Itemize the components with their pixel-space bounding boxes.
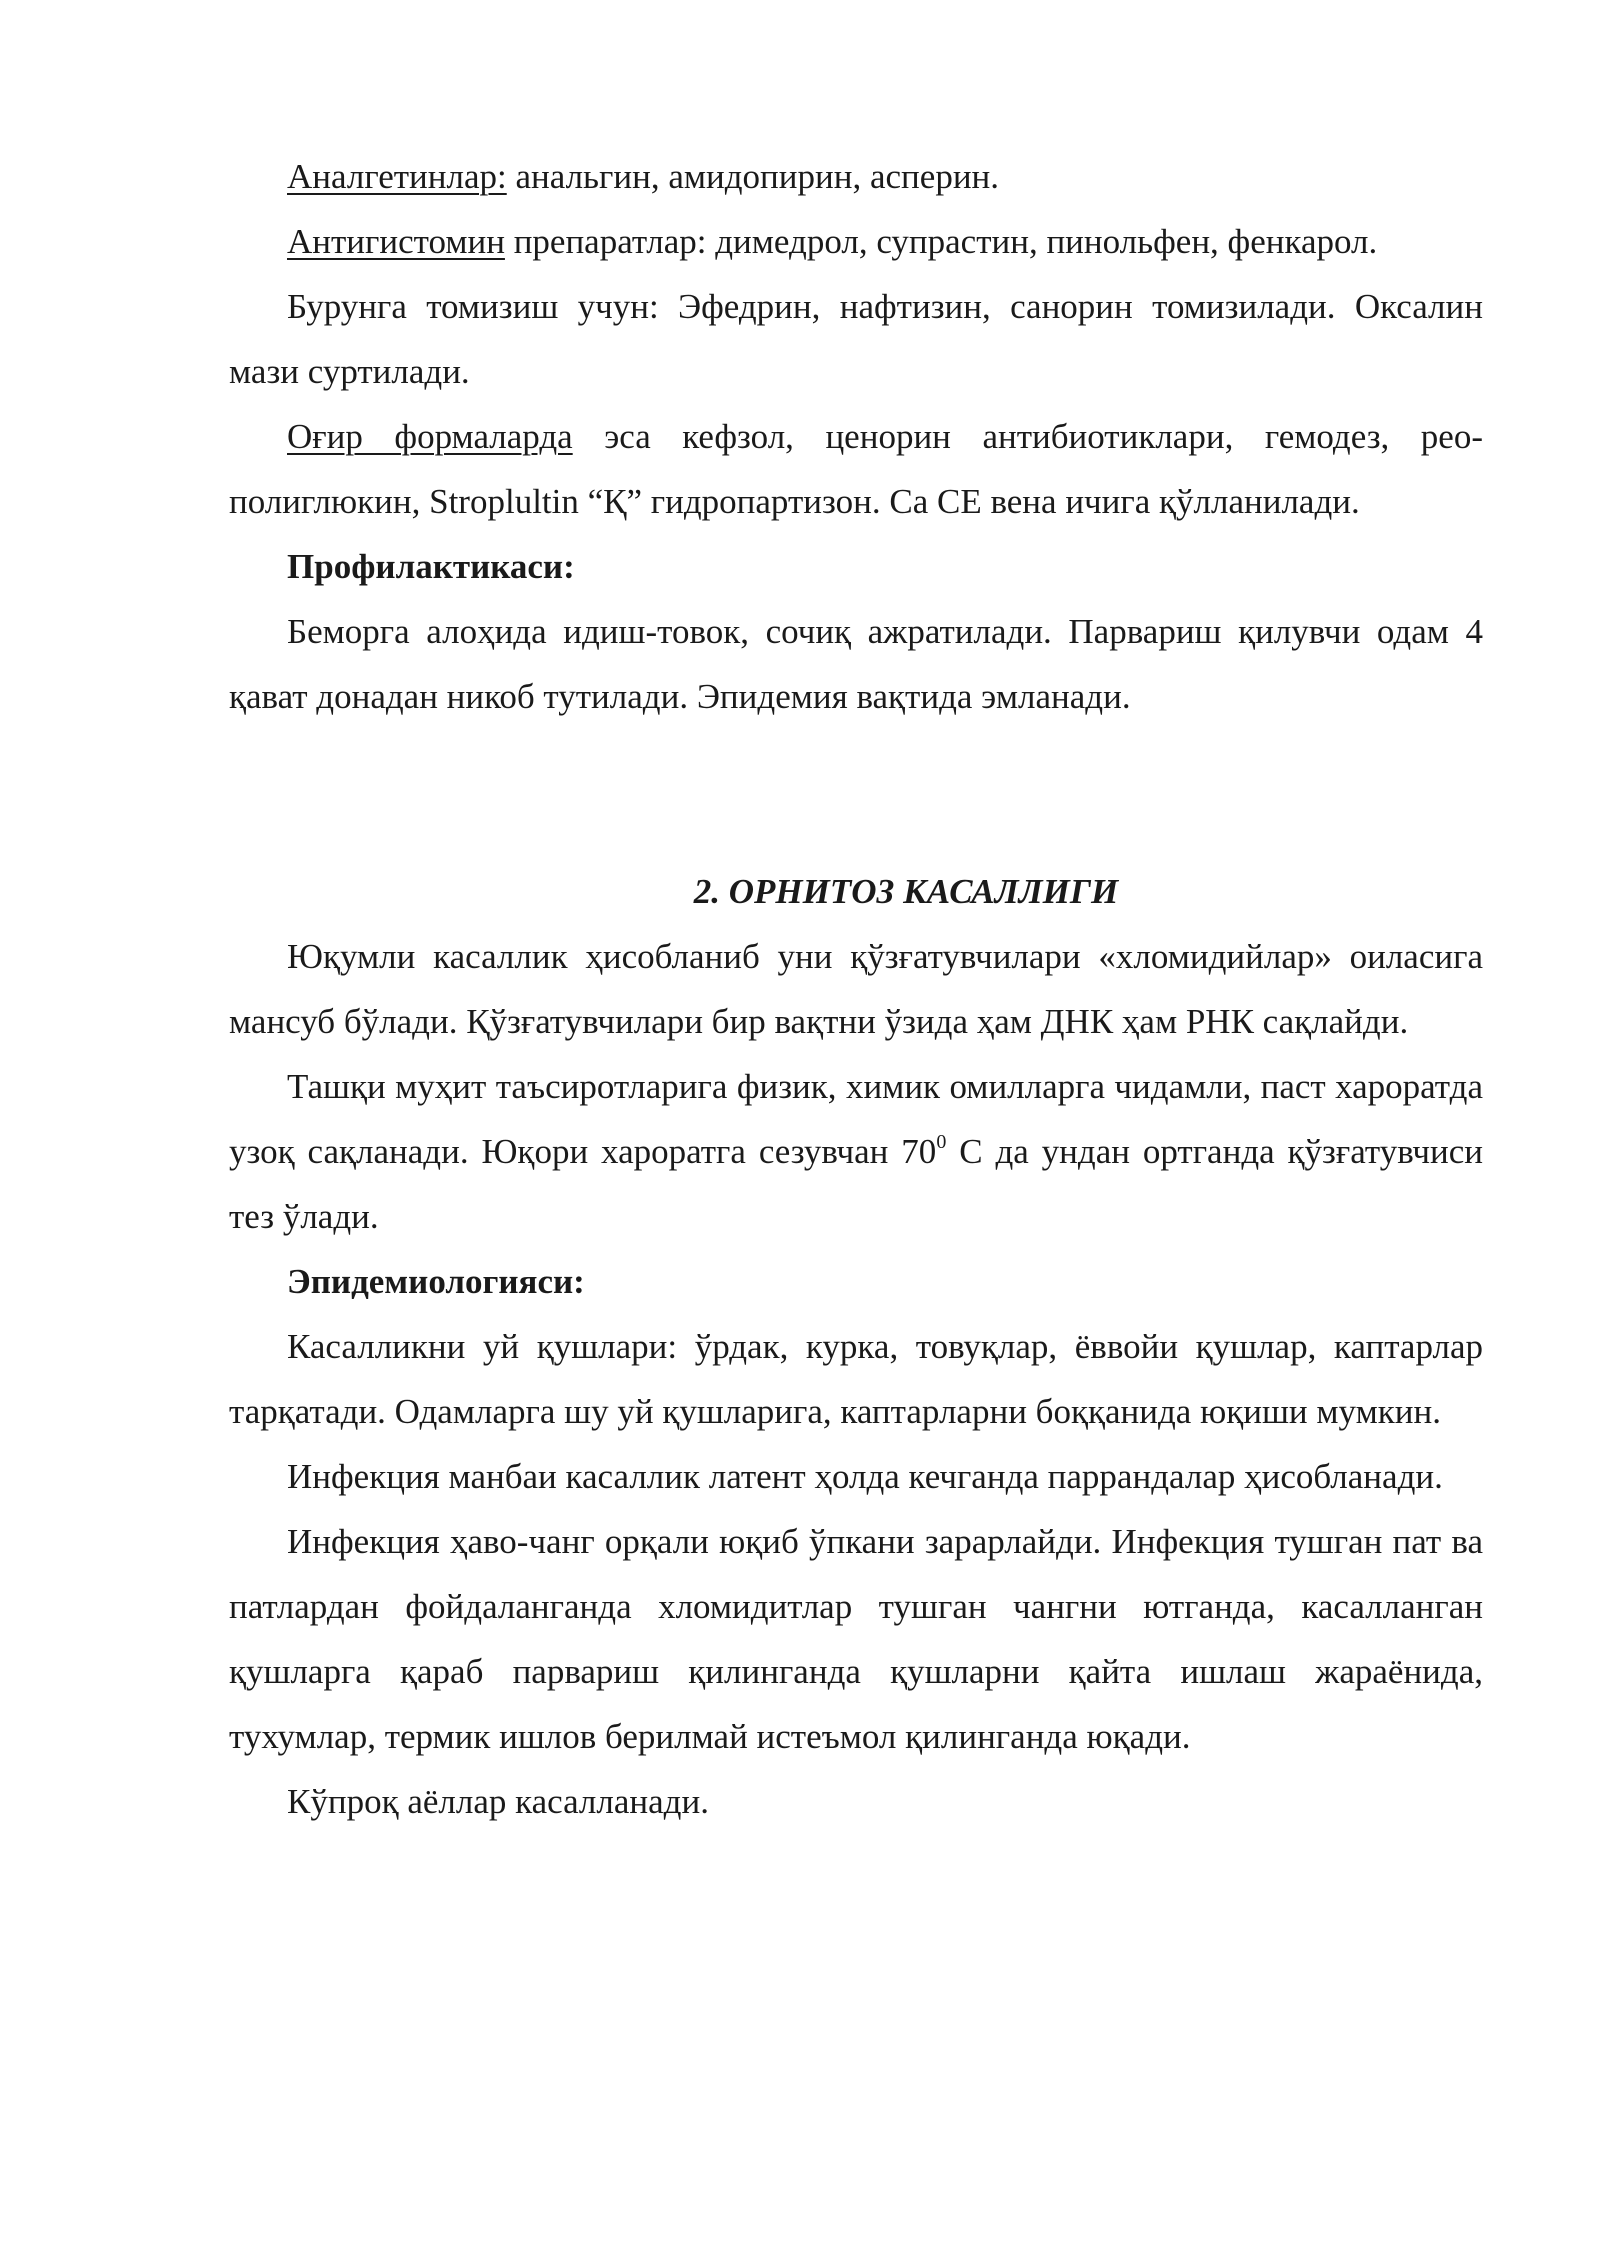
- section-heading-ornithosis: 2. ОРНИТОЗ КАСАЛЛИГИ: [693, 872, 1119, 911]
- degree-superscript: 0: [936, 1131, 947, 1154]
- prevention-paragraph: Беморга алоҳида идиш-товок, сочиқ ажратилади. Парвариш қилувчи одам 4 қават донадан никоб тутилади. Эпидемия вақтида эмланади.: [229, 612, 1483, 716]
- severe-forms-paragraph: [229, 404, 1483, 534]
- carriers-paragraph: Касалликни уй қушлари: ўрдак, курка, товуқлар, ёввойи қушлар, каптарлар тарқатади. Одамларга шу уй қушларига, каптарларни боққанида юқиши мумкин.: [229, 1327, 1483, 1431]
- severe-forms-text: эса кефзол, ценорин антибиотиклари, гемодез, рео-полиглюкин, Stroplultin “Қ” гидропартизон. Са СЕ вена ичига қўлланилади.: [229, 417, 1483, 521]
- transmission-paragraph: Инфекция ҳаво-чанг орқали юқиб ўпкани зарарлайди. Инфекция тушган пат ва патлардан фойдаланганда хломидитлар тушган чангни ютганда, касалланган қушларга қараб парвариш қилинганда қушларни қайта ишлаш жараёнида, тухумлар, термик ишлов берилмай истеъмол қилинганда юқади.: [229, 1522, 1483, 1756]
- section-gap: [229, 729, 1483, 859]
- antihistamine-paragraph: [229, 209, 1483, 274]
- definition-paragraph: Юқумли касаллик ҳисобланиб уни қўзғатувчилари «хломидийлар» оиласига мансуб бўлади. Қўзғатувчилари бир вақтни ўзида ҳам ДНК ҳам РНК сақлайди.: [229, 937, 1483, 1041]
- analgetics-paragraph: [229, 144, 1483, 209]
- antihistamine-text: препаратлар: димедрол, супрастин, пинольфен, фенкарол.: [504, 222, 1378, 261]
- severe-forms-label: Оғир формаларда: [287, 417, 573, 456]
- page-content: [229, 144, 1483, 1834]
- women-paragraph: Кўпроқ аёллар касалланади.: [287, 1782, 709, 1821]
- epidemiology-heading: Эпидемиологияси:: [287, 1262, 585, 1301]
- nose-drops-paragraph: Бурунга томизиш учун: Эфедрин, нафтизин, санорин томизилади. Оксалин мази суртилади.: [229, 287, 1483, 391]
- resistance-paragraph: [229, 1054, 1483, 1249]
- resistance-text-end: С да ундан ортганда қўзғатувчиси тез ўлади.: [229, 1132, 1483, 1236]
- analgetics-label: Аналгетинлар:: [287, 157, 507, 196]
- resistance-text-start: Ташқи муҳит таъсиротларига физик, химик омилларга чидамли, паст хароратда узоқ сақланади. Юқори хароратга сезувчан 70: [229, 1067, 1483, 1171]
- prevention-heading: Профилактикаси:: [287, 547, 575, 586]
- antihistamine-label: Антигистомин: [287, 222, 505, 261]
- infection-source-paragraph: Инфекция манбаи касаллик латент ҳолда кечганда паррандалар ҳисобланади.: [287, 1457, 1443, 1496]
- analgetics-text: анальгин, амидопирин, асперин.: [506, 157, 1000, 196]
